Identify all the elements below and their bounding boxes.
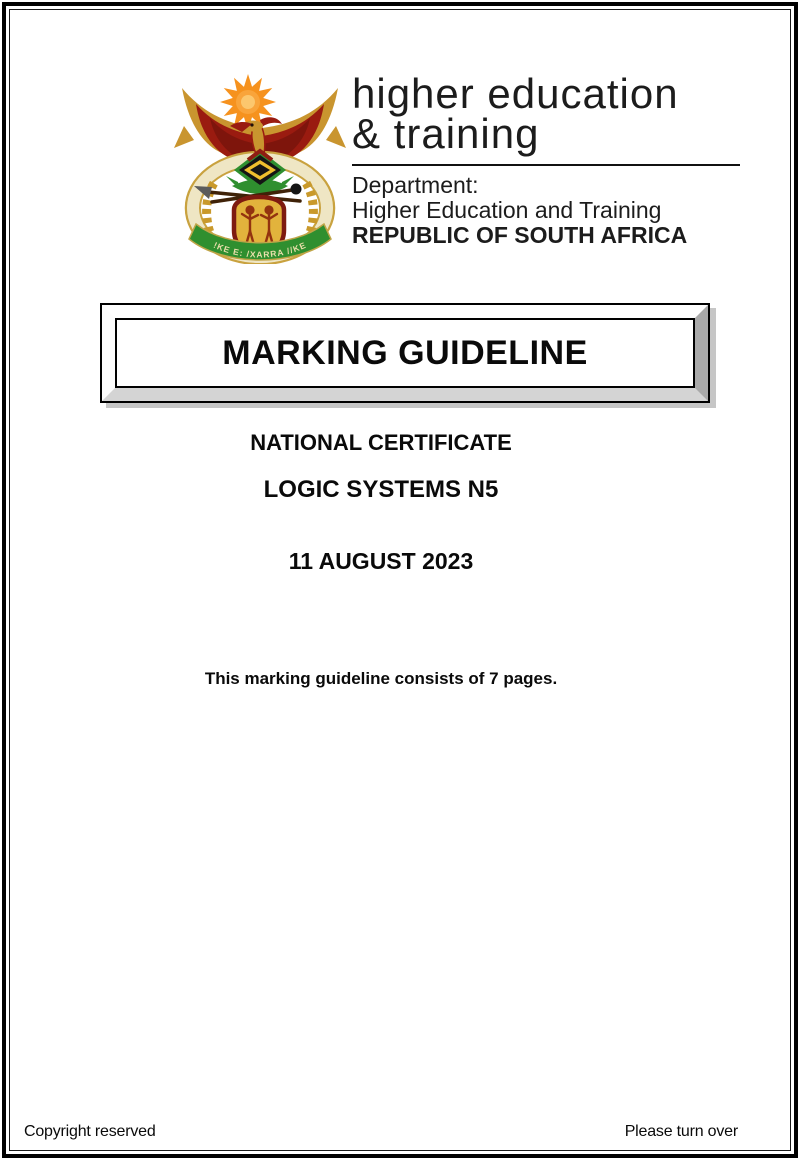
wordmark-line2: & training: [352, 110, 540, 157]
coat-of-arms-logo: [168, 74, 352, 264]
subject-heading: LOGIC SYSTEMS N5: [263, 476, 499, 503]
exam-date: 11 AUGUST 2023: [288, 548, 474, 574]
department-label: Department:: [352, 172, 479, 198]
title-plate-bevel: [102, 305, 708, 401]
document-title: MARKING GUIDELINE: [115, 318, 695, 388]
page-footer: [24, 1123, 738, 1141]
department-wordmark: [352, 70, 744, 248]
department-name: Higher Education and Training: [352, 197, 662, 223]
pages-note: This marking guideline consists of 7 pages.: [204, 669, 558, 688]
title-plate: [100, 303, 710, 403]
certificate-heading: NATIONAL CERTIFICATE: [250, 430, 512, 455]
footer-copyright: Copyright reserved: [24, 1123, 156, 1140]
wordmark-line1: higher education: [352, 70, 679, 117]
footer-turn-over: Please turn over: [624, 1123, 738, 1140]
motto-text: !KE E: /XARRA //KE: [212, 239, 308, 260]
wordmark-divider: [352, 164, 740, 166]
country-name: REPUBLIC OF SOUTH AFRICA: [352, 222, 688, 248]
